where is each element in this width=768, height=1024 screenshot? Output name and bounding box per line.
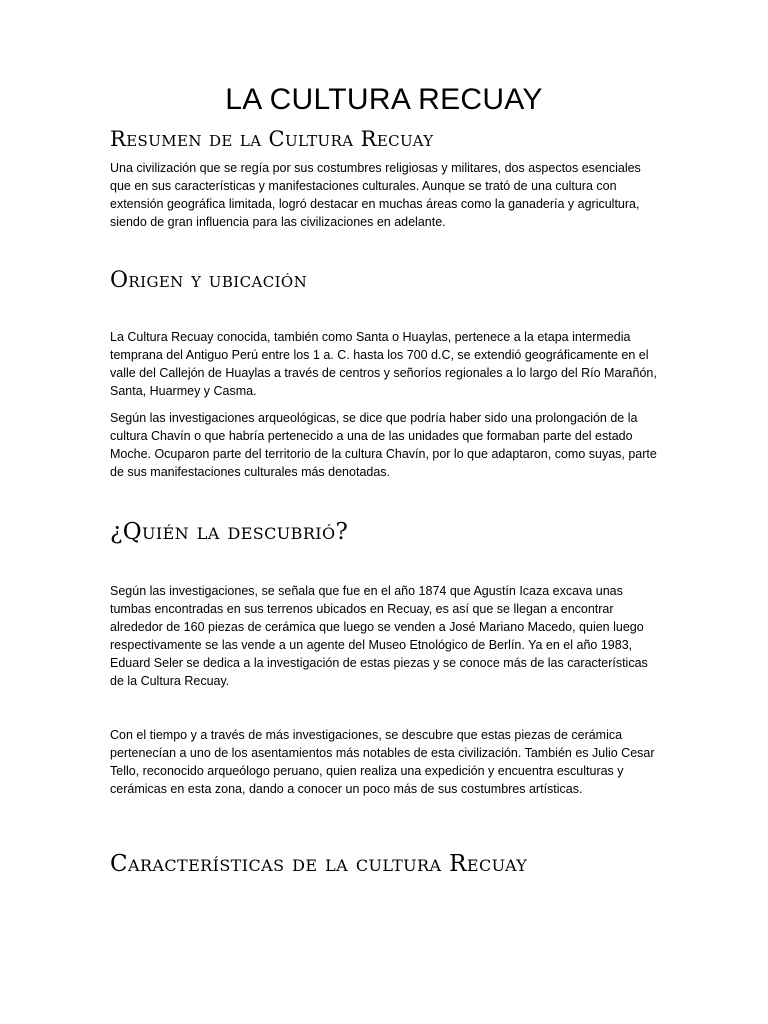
document-title: LA CULTURA RECUAY — [225, 83, 543, 116]
paragraph-descubrimiento-2: Con el tiempo y a través de más investigaciones, se descubre que estas piezas de cerámica pertenecían a uno de los asentamientos más notables de esta civilización. También es Julio Cesar Tello, reconocido arqueólogo peruano, quien realiza una expedición y encuentra esculturas y cerámicas en esta zona, dando a conocer un poco más de sus costumbres artísticas. — [110, 728, 655, 796]
paragraph-resumen: Una civilización que se regía por sus costumbres religiosas y militares, dos aspectos esenciales que en sus características y manifestaciones culturales. Aunque se trató de una cultura con extensión geográfica limitada, logró destacar en muchas áreas como la ganadería y agricultura, siendo de gran influencia para las civilizaciones en adelante. — [110, 161, 641, 229]
section-heading-origen: Origen y ubicación — [110, 268, 308, 293]
section-heading-resumen: Resumen de la Cultura Recuay — [110, 127, 434, 151]
paragraph-origen-1: La Cultura Recuay conocida, también como Santa o Huaylas, pertenece a la etapa intermedia temprana del Antiguo Perú entre los 1 a. C. hasta los 700 d.C, se extendió geográficamente en el valle del Callejón de Huaylas a través de centros y señoríos regionales a lo largo del Río Marañón, Santa, Huarmey y Casma. — [110, 330, 657, 398]
paragraph-descubrimiento-1: Según las investigaciones, se señala que fue en el año 1874 que Agustín Icaza excava unas tumbas encontradas en sus terrenos ubicados en Recuay, es así que se llegan a encontrar alrededor de 160 piezas de cerámica que luego se venden a José Mariano Macedo, quien luego respectivamente se las vende a un agente del Museo Etnológico de Berlín. Ya en el año 1983, Eduard Seler se dedica a la investigación de estas piezas y se conoce más de las características de la Cultura Recuay. — [110, 584, 648, 688]
section-heading-descubrimiento: ¿Quién la descubrió? — [110, 519, 349, 545]
section-heading-caracteristicas: Características de la cultura Recuay — [110, 851, 528, 877]
paragraph-origen-2: Según las investigaciones arqueológicas, se dice que podría haber sido una prolongación de la cultura Chavín o que habría pertenecido a una de las unidades que formaban parte del estado Moche. Ocuparon parte del territorio de la cultura Chavín, por lo que adaptaron, como suyas, parte de sus manifestaciones culturales más denotadas. — [110, 411, 657, 479]
